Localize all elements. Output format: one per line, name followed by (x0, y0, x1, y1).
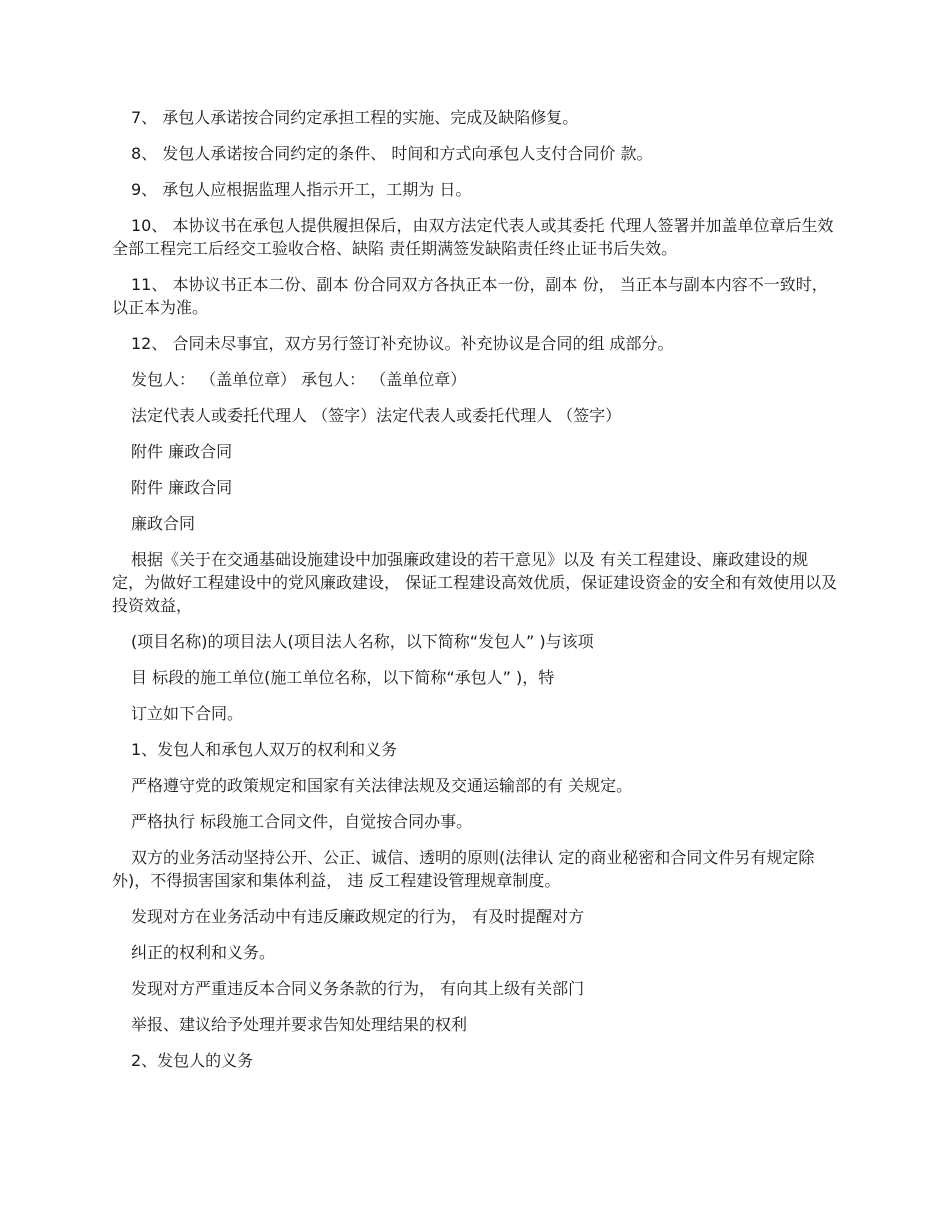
section-1-item-c: 双方的业务活动坚持公开、公正、诚信、透明的原则(法律认 定的商业秘密和合同文件另有规定除外)，不得损害国家和集体利益， 违 反工程建设管理规章制度。 (112, 848, 815, 890)
integrity-intro: 根据《关于在交通基础设施建设中加强廉政建设的若干意见》以及 有关工程建设、廉政建设的规定，为做好工程建设中的党风廉政建设， 保证工程建设高效优质，保证建设资金的安全和有效使用以及投资效益， (112, 550, 838, 615)
section-1-item-e: 发现对方严重违反本合同义务条款的行为， 有向其上级有关部门 (131, 979, 585, 998)
section-1-item-e-cont: 举报、建议给予处理并要求告知处理结果的权利 (131, 1015, 468, 1034)
integrity-contract-title: 廉政合同 (131, 514, 196, 533)
integrity-project-line: (项目名称)的项目法人(项目法人名称，以下简称“发包人” )与该项 (131, 632, 594, 651)
signature-seal-line: 发包人： （盖单位章） 承包人： （盖单位章） (131, 370, 467, 389)
clause-8: 8、 发包人承诺按合同约定的条件、 时间和方式向承包人支付合同价 款。 (131, 144, 653, 163)
section-1-item-d: 发现对方在业务活动中有违反廉政规定的行为， 有及时提醒对方 (131, 907, 585, 926)
integrity-conclusion-line: 订立如下合同。 (131, 704, 244, 723)
clause-10: 10、 本协议书在承包人提供履担保后，由双方法定代表人或其委托 代理人签署并加盖单位章后生效全部工程完工后经交工验收合格、缺陷 责任期满签发缺陷责任终止证书后失效。 (112, 216, 834, 258)
attachment-heading: 附件 廉政合同 (131, 442, 233, 461)
signature-representative-line: 法定代表人或委托代理人 （签字）法定代表人或委托代理人 （签字） (131, 406, 622, 425)
section-1-heading: 1、发包人和承包人双万的权利和义务 (131, 740, 398, 759)
section-2-heading: 2、发包人的义务 (131, 1051, 254, 1070)
section-1-item-b: 严格执行 标段施工合同文件，自觉按合同办事。 (131, 812, 473, 831)
clause-12: 12、 合同未尽事宜，双方另行签订补充协议。补充协议是合同的组 成部分。 (131, 334, 674, 353)
clause-11: 11、 本协议书正本二份、副本 份合同双方各执正本一份，副本 份， 当正本与副本内容不一致时，以正本为准。 (112, 275, 828, 317)
attachment-heading-repeat: 附件 廉政合同 (131, 478, 233, 497)
section-1-item-d-cont: 纠正的权利和义务。 (131, 943, 276, 962)
section-1-item-a: 严格遵守党的政策规定和国家有关法律法规及交通运输部的有 关规定。 (131, 776, 633, 795)
integrity-contractor-line: 目 标段的施工单位(施工单位名称，以下简称“承包人” )，特 (131, 668, 555, 687)
clause-7: 7、 承包人承诺按合同约定承担工程的实施、完成及缺陷修复。 (131, 108, 579, 127)
clause-9: 9、 承包人应根据监理人指示开工，工期为 日。 (131, 180, 472, 199)
document-body (112, 106, 840, 1085)
